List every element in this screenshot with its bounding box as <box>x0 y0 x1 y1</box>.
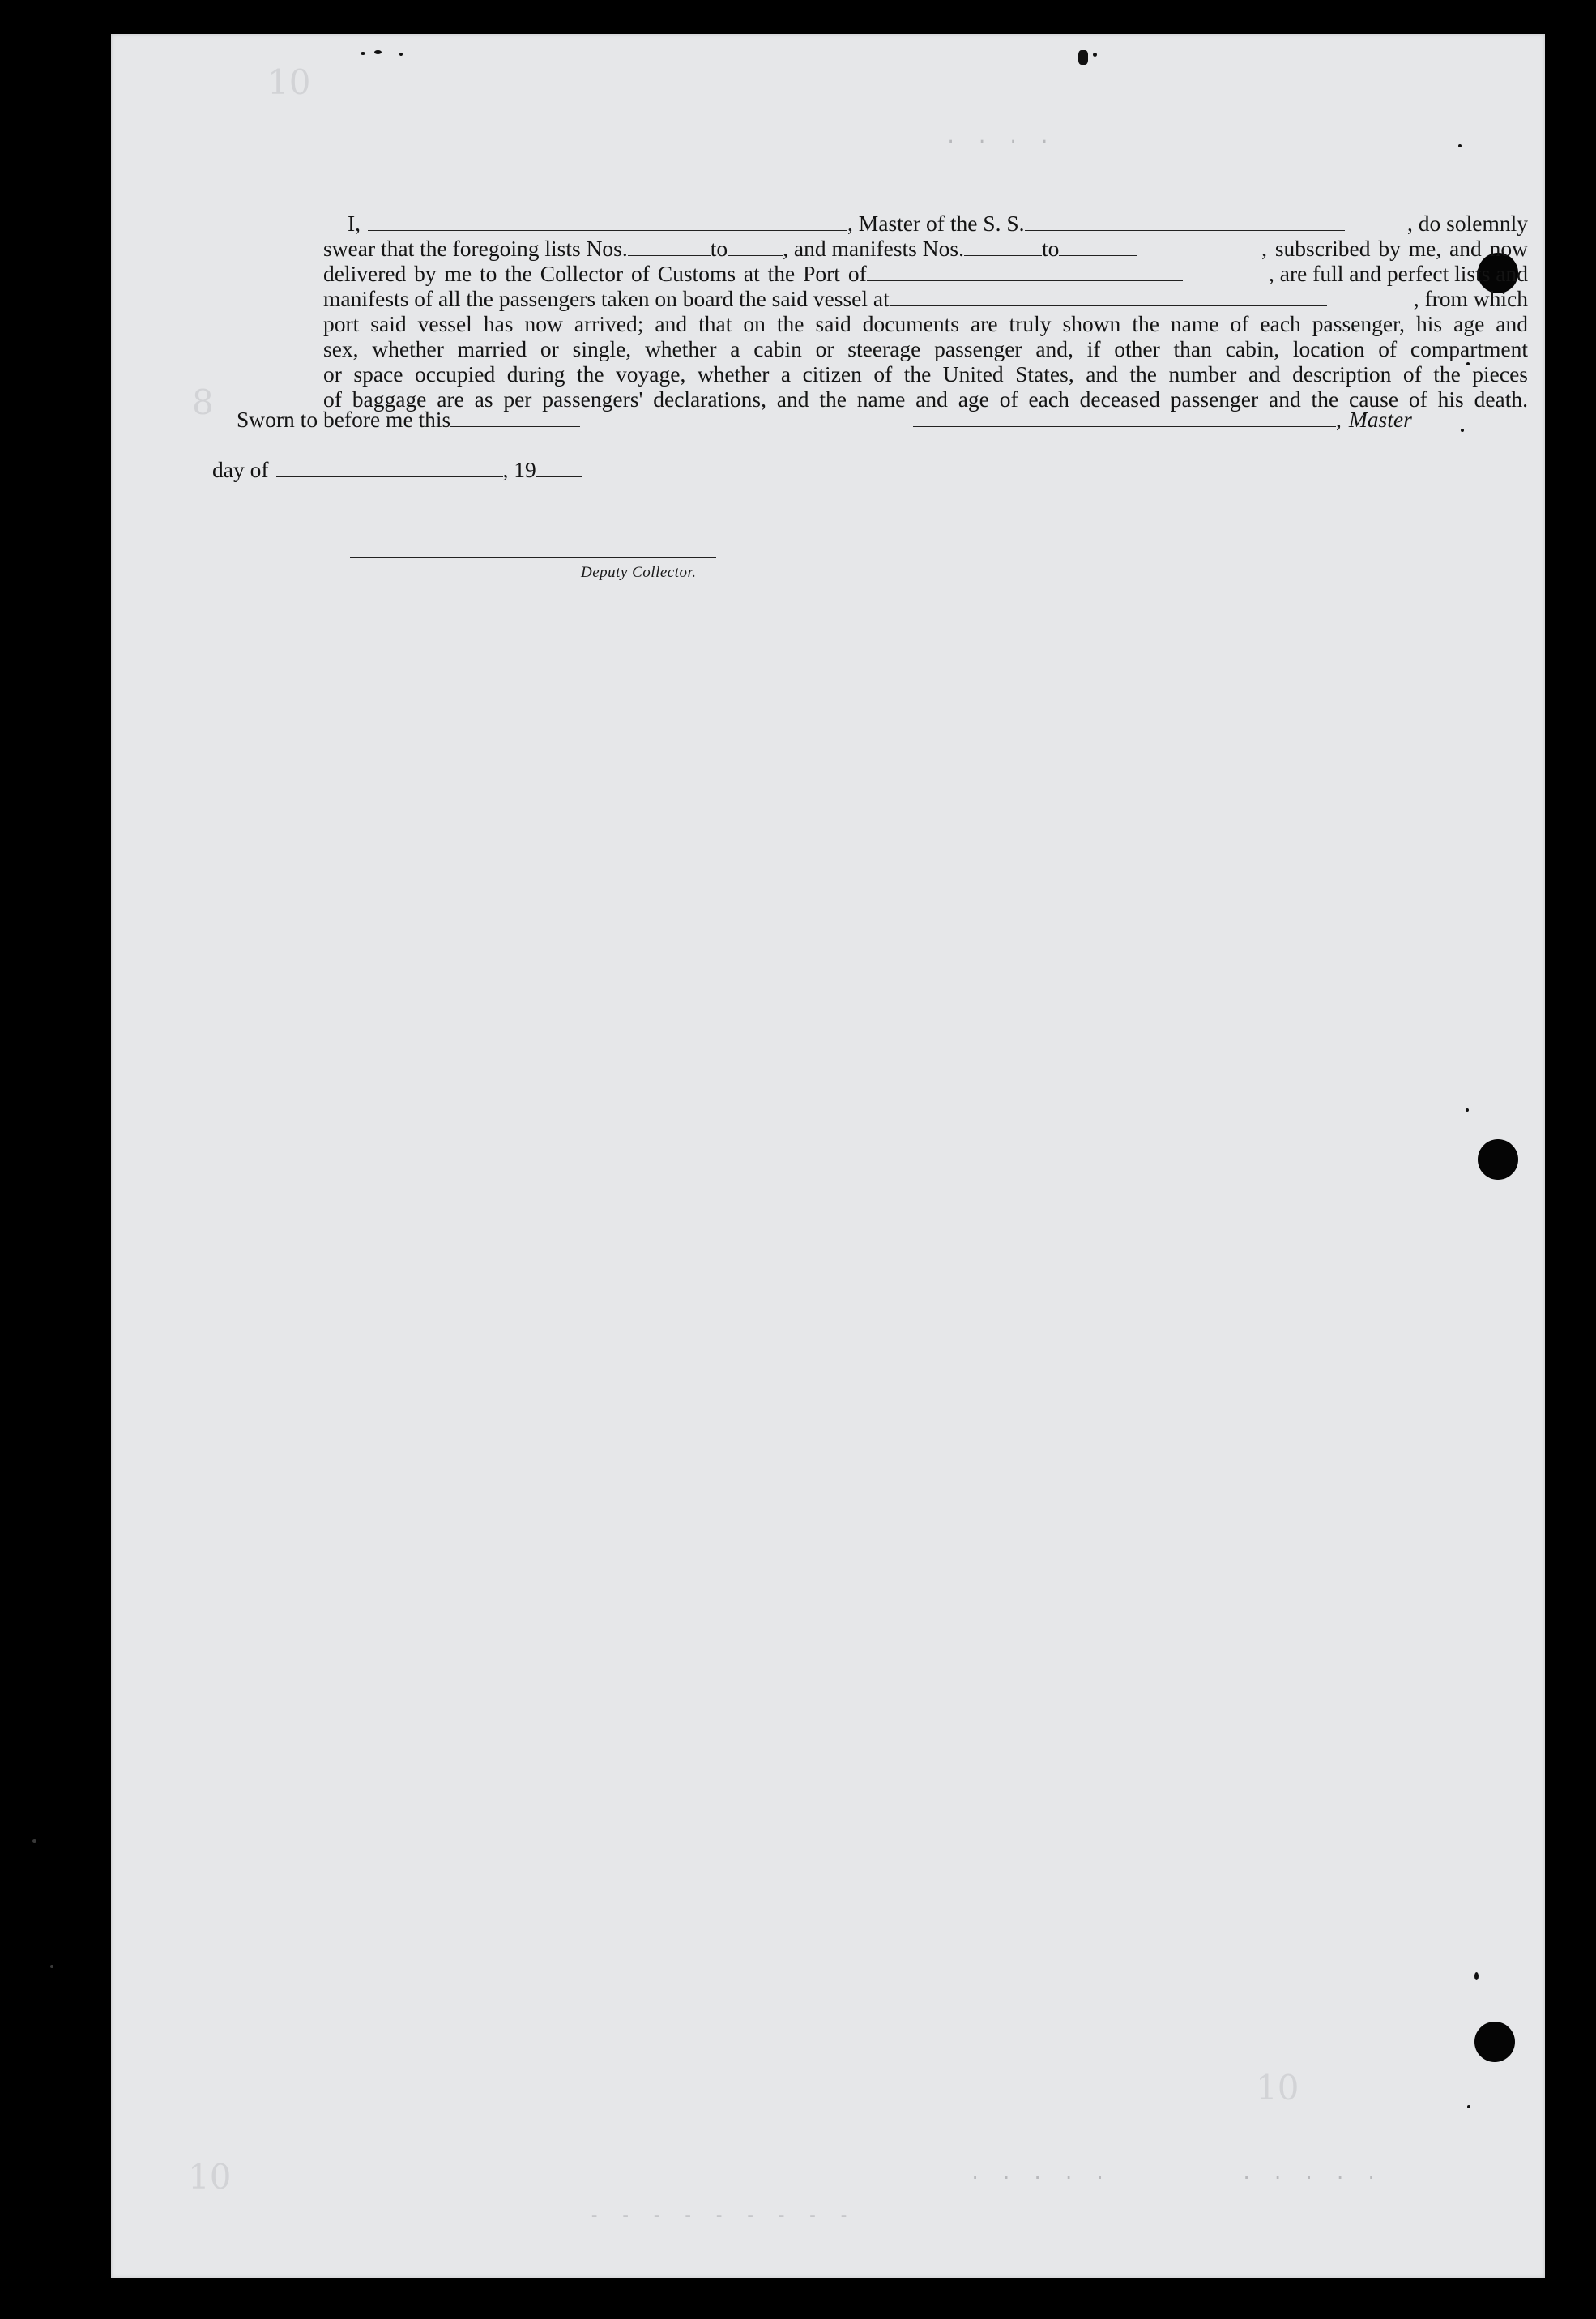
master-name-blank[interactable] <box>368 230 847 231</box>
sworn-row <box>237 407 580 433</box>
oath-line-4 <box>323 286 1528 311</box>
oath-text: , from which <box>1413 286 1528 311</box>
date-row <box>212 457 582 483</box>
oath-text: manifests of all the passengers taken on board the said vessel at <box>323 286 890 311</box>
punch-hole <box>1478 1139 1518 1180</box>
bleed-through-dots: . . . . . <box>970 2163 1111 2184</box>
deputy-collector-label: Deputy Collector. <box>581 564 697 581</box>
speck <box>50 1965 53 1968</box>
bleed-through-mark: 8 <box>192 382 214 422</box>
speck <box>32 1839 36 1843</box>
oath-text: , Master of the S. S. <box>847 211 1025 236</box>
oath-text: I, <box>348 211 361 236</box>
speck <box>361 52 365 55</box>
oath-line-1 <box>323 211 1528 236</box>
speck <box>1474 1972 1479 1980</box>
oath-line-5: port said vessel has now arrived; and that on the said documents are truly shown the name of each passenger, his age and <box>323 311 1528 336</box>
speck <box>1467 2105 1470 2108</box>
master-label: Master <box>1348 407 1412 432</box>
year-blank[interactable] <box>536 476 582 477</box>
year-prefix-text: , 19 <box>502 457 536 482</box>
speck <box>1466 1108 1469 1112</box>
speck <box>1458 144 1462 147</box>
oath-text: swear that the foregoing lists Nos. <box>323 236 628 261</box>
oath-text: , are full and perfect lists and <box>1269 261 1528 286</box>
oath-text: to <box>710 236 728 261</box>
master-signature-blank[interactable] <box>913 426 1336 427</box>
bleed-through-mark: 10 <box>1256 2068 1299 2108</box>
oath-line-8: of baggage are as per passengers' declarations, and the name and age of each deceased passenger and the cause of his death. <box>323 386 1528 412</box>
sworn-text: Sworn to before me this <box>237 407 451 432</box>
oath-text: , do solemnly <box>1407 211 1528 236</box>
embarkation-port-blank[interactable] <box>890 305 1327 306</box>
speck <box>374 50 382 54</box>
deputy-collector-signature-line[interactable] <box>350 557 716 558</box>
master-comma: , <box>1336 407 1342 432</box>
master-signature-row <box>913 407 1412 433</box>
day-of-text: day of <box>212 457 269 482</box>
speck <box>1461 429 1464 432</box>
manifests-from-blank[interactable] <box>964 255 1042 256</box>
speck <box>399 53 403 56</box>
lists-from-blank[interactable] <box>628 255 711 256</box>
form-sheet <box>111 34 1545 2278</box>
oath-line-7: or space occupied during the voyage, whether a citizen of the United States, and the number and description of the pieces <box>323 361 1528 386</box>
bleed-through-mark: 10 <box>267 62 311 102</box>
oath-line-3 <box>323 261 1528 286</box>
bleed-through-mark: 10 <box>188 2157 232 2197</box>
speck <box>1093 53 1097 57</box>
oath-line-6: sex, whether married or single, whether a cabin or steerage passenger and, if other than cabin, location of compartment <box>323 336 1528 361</box>
speck <box>1078 50 1088 65</box>
oath-text: , subscribed by me, and now <box>1261 236 1528 261</box>
oath-text: to <box>1041 236 1060 261</box>
vessel-name-blank[interactable] <box>1025 230 1345 231</box>
bleed-through-dash: - - - - - - - - - <box>589 2206 855 2226</box>
punch-hole <box>1474 2022 1515 2062</box>
manifests-to-blank[interactable] <box>1059 255 1137 256</box>
port-blank[interactable] <box>867 280 1183 281</box>
oath-line-2 <box>323 236 1528 261</box>
bleed-through-dots: . . . . <box>945 127 1055 147</box>
bleed-through-dots: . . . . . <box>1241 2163 1382 2184</box>
month-blank[interactable] <box>276 476 503 477</box>
sworn-day-blank[interactable] <box>450 426 580 427</box>
oath-text: delivered by me to the Collector of Customs at the Port of <box>323 261 867 286</box>
oath-text: , and manifests Nos. <box>783 236 964 261</box>
oath-paragraph <box>323 211 1528 412</box>
lists-to-blank[interactable] <box>728 255 783 256</box>
